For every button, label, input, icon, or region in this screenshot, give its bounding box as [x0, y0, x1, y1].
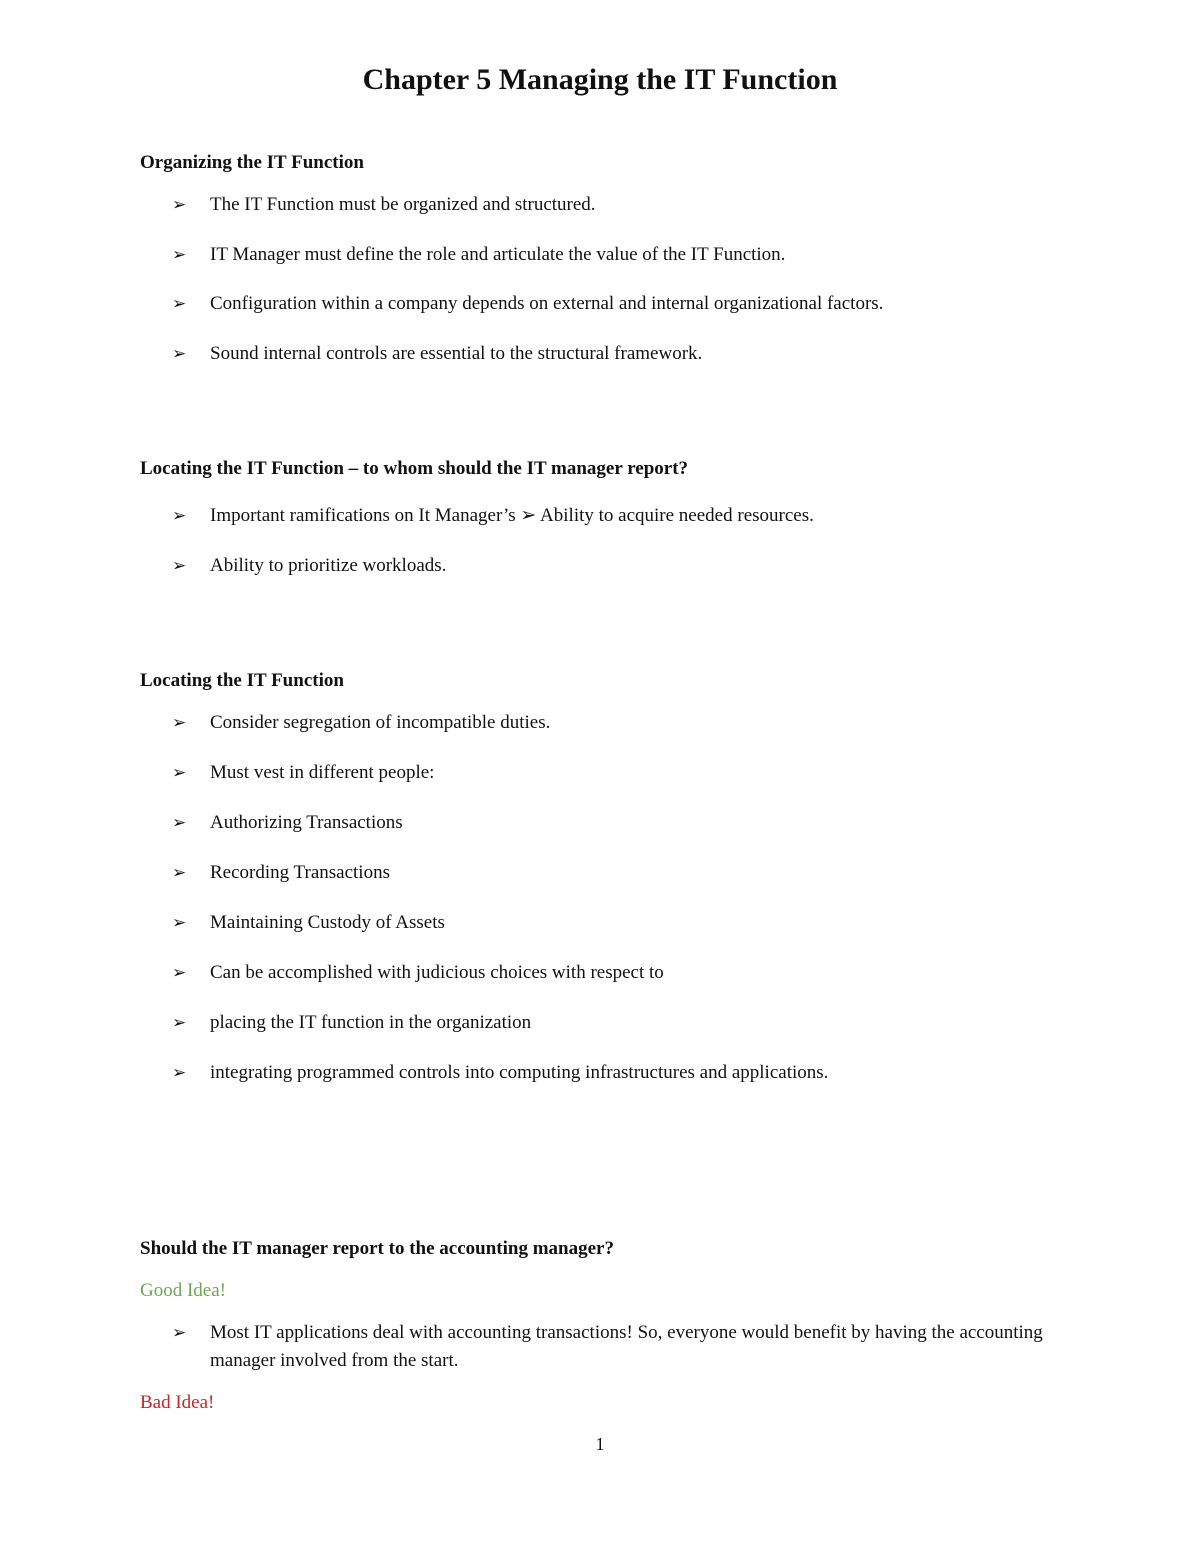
list-item: [172, 1009, 1052, 1037]
arrow-bullet-icon: ➢: [172, 1063, 187, 1083]
arrow-bullet-icon: ➢: [172, 763, 187, 783]
list-item: [172, 241, 1052, 269]
arrow-bullet-icon: ➢: [172, 1323, 187, 1343]
list-item-text: IT Manager must define the role and articulate the value of the IT Function.: [210, 244, 786, 265]
list-item-text: Consider segregation of incompatible duties.: [210, 712, 551, 733]
list-item: [172, 709, 1052, 737]
section-heading-locating: Locating the IT Function: [140, 670, 344, 691]
list-item: [172, 909, 1052, 937]
bad-idea-label: Bad Idea!: [140, 1392, 215, 1413]
list-item: [172, 502, 1052, 530]
arrow-bullet-icon: ➢: [172, 913, 187, 933]
list-item: [172, 1059, 1052, 1087]
list-item-text: Authorizing Transactions: [210, 812, 403, 833]
list-item: [172, 290, 1052, 318]
list-item-text: Most IT applications deal with accounting transactions! So, everyone would benefit by having the accounting manager involved from the start.: [210, 1322, 1043, 1371]
list-item-text: Configuration within a company depends on external and internal organizational factors.: [210, 293, 884, 314]
arrow-bullet-icon: ➢: [172, 863, 187, 883]
arrow-bullet-icon: ➢: [172, 294, 187, 314]
list-item: [172, 191, 1052, 219]
arrow-bullet-icon: ➢: [172, 1013, 187, 1033]
list-item: [172, 759, 1052, 787]
list-item-text: Can be accomplished with judicious choices with respect to: [210, 962, 664, 983]
list-item-text: Important ramifications on It Manager’s ➢ Ability to acquire needed resources.: [210, 505, 814, 526]
list-item: [172, 552, 1052, 580]
arrow-bullet-icon: ➢: [172, 245, 187, 265]
list-item-text: Sound internal controls are essential to the structural framework.: [210, 343, 703, 364]
arrow-bullet-icon: ➢: [172, 963, 187, 983]
list-item: [172, 340, 1052, 368]
section-heading-organizing: Organizing the IT Function: [140, 152, 364, 173]
arrow-bullet-icon: ➢: [172, 506, 187, 526]
list-item-text: Ability to prioritize workloads.: [210, 555, 447, 576]
page-number: 1: [595, 1434, 605, 1454]
page-title: Chapter 5 Managing the IT Function: [362, 63, 838, 96]
list-item-text: integrating programmed controls into computing infrastructures and applications.: [210, 1062, 829, 1083]
list-item: [172, 809, 1052, 837]
list-item-text: Must vest in different people:: [210, 762, 435, 783]
list-item: [172, 859, 1052, 887]
good-idea-label: Good Idea!: [140, 1280, 226, 1301]
arrow-bullet-icon: ➢: [172, 195, 187, 215]
list-item-text: The IT Function must be organized and structured.: [210, 194, 596, 215]
arrow-bullet-icon: ➢: [172, 556, 187, 576]
arrow-bullet-icon: ➢: [172, 344, 187, 364]
list-item: [172, 1319, 1052, 1375]
section-heading-accounting-manager: Should the IT manager report to the accounting manager?: [140, 1238, 614, 1259]
section-heading-locating-report: Locating the IT Function – to whom should the IT manager report?: [140, 458, 689, 479]
list-item: [172, 959, 1052, 987]
list-item-text: Maintaining Custody of Assets: [210, 912, 445, 933]
list-item-text: placing the IT function in the organization: [210, 1012, 532, 1033]
list-item-text: Recording Transactions: [210, 862, 390, 883]
arrow-bullet-icon: ➢: [172, 813, 187, 833]
arrow-bullet-icon: ➢: [172, 713, 187, 733]
